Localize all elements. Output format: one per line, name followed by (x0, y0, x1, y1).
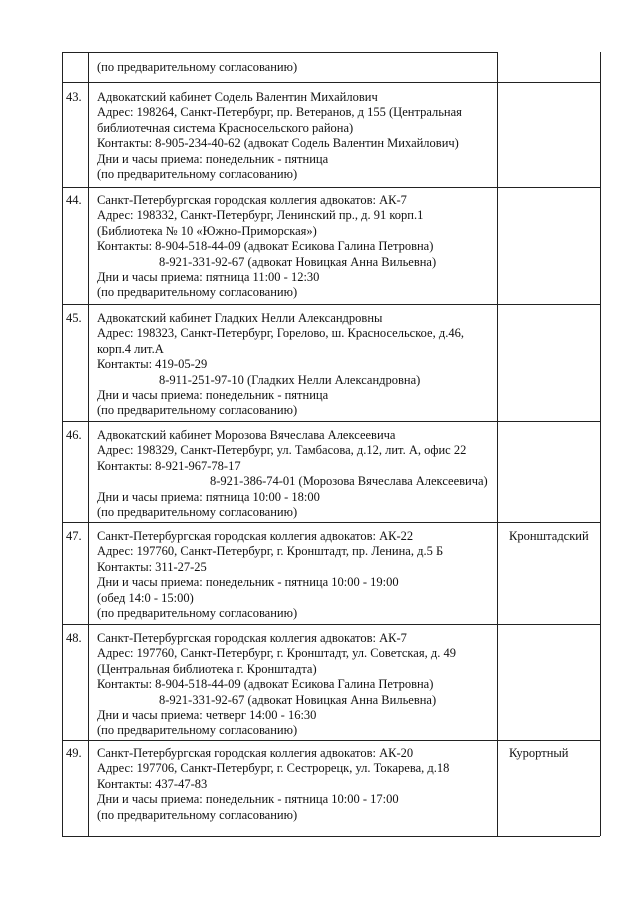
content-line: Контакты: 8-921-967-78-17 (97, 458, 241, 473)
content-line: Контакты: 8-904-518-44-09 (адвокат Есикова Галина Петровна) (97, 239, 434, 254)
row-separator (62, 421, 600, 422)
row-content (97, 746, 505, 823)
content-line: Санкт-Петербургская городская коллегия адвокатов: АК-22 (97, 529, 414, 543)
row-number: 45. (66, 311, 82, 325)
content-line: Адрес: 198329, Санкт-Петербург, ул. Тамбасова, д.12, лит. А, офис 22 (97, 443, 467, 458)
row-content (97, 428, 505, 520)
table-border-number-column (88, 52, 89, 836)
content-line: (по предварительному согласованию) (97, 605, 298, 620)
content-line: Адвокатский кабинет Гладких Нелли Александровны (97, 311, 383, 325)
row-separator (62, 82, 600, 83)
content-line: 8-911-251-97-10 (Гладких Нелли Александровна) (159, 372, 421, 387)
content-line: Адрес: 198264, Санкт-Петербург, пр. Ветеранов, д 155 (Центральная (97, 105, 462, 120)
content-line: Адрес: 197760, Санкт-Петербург, г. Кронштадт, ул. Советская, д. 49 (97, 646, 456, 661)
content-line: Адрес: 197760, Санкт-Петербург, г. Кронштадт, пр. Ленина, д.5 Б (97, 544, 444, 559)
content-line: (по предварительному согласованию) (97, 723, 298, 738)
content-line: библиотечная система Красносельского района) (97, 120, 354, 135)
content-line: 8-921-331-92-67 (адвокат Новицкая Анна Вильевна) (159, 692, 437, 707)
row-separator (62, 740, 600, 741)
content-line: Адрес: 198323, Санкт-Петербург, Горелово, ш. Красносельское, д.46, (97, 326, 464, 341)
row-content (97, 529, 505, 621)
content-line: Адвокатский кабинет Морозова Вячеслава Алексеевича (97, 428, 396, 442)
row-separator (62, 187, 600, 188)
row-content (97, 631, 505, 739)
content-line: (по предварительному согласованию) (97, 807, 298, 822)
district-cell: Кронштадский (509, 529, 589, 543)
table-border-right (600, 52, 601, 836)
table-border-left (62, 52, 63, 836)
content-line: (по предварительному согласованию) (97, 60, 298, 74)
content-line: Санкт-Петербургская городская коллегия адвокатов: АК-20 (97, 746, 414, 760)
content-line: (по предварительному согласованию) (97, 403, 298, 418)
row-content (97, 60, 505, 75)
content-line: (по предварительному согласованию) (97, 504, 298, 519)
row-content (97, 193, 505, 301)
content-line: Контакты: 419-05-29 (97, 357, 208, 372)
content-line: (Центральная библиотека г. Кронштадта) (97, 661, 317, 676)
content-line: Дни и часы приема: понедельник - пятница 10:00 - 17:00 (97, 792, 399, 807)
row-number: 43. (66, 90, 82, 104)
content-line: Дни и часы приема: четверг 14:00 - 16:30 (97, 707, 317, 722)
row-number: 49. (66, 746, 82, 760)
district-cell: Курортный (509, 746, 569, 760)
content-line: Контакты: 8-904-518-44-09 (адвокат Есикова Галина Петровна) (97, 677, 434, 692)
content-line: Контакты: 437-47-83 (97, 776, 208, 791)
row-separator (62, 304, 600, 305)
content-line: Дни и часы приема: понедельник - пятница 10:00 - 19:00 (97, 575, 399, 590)
content-line: (по предварительному согласованию) (97, 166, 298, 181)
row-separator (62, 624, 600, 625)
content-line: Адрес: 198332, Санкт-Петербург, Ленинский пр., д. 91 корп.1 (97, 208, 424, 223)
content-line: Дни и часы приема: понедельник - пятница (97, 151, 329, 166)
row-content (97, 90, 505, 182)
content-line: Контакты: 311-27-25 (97, 559, 207, 574)
row-number: 44. (66, 193, 82, 207)
content-line: 8-921-331-92-67 (адвокат Новицкая Анна Вильевна) (159, 254, 437, 269)
content-line: Адвокатский кабинет Содель Валентин Михайлович (97, 90, 378, 104)
content-line: (по предварительному согласованию) (97, 285, 298, 300)
content-line: Санкт-Петербургская городская коллегия адвокатов: АК-7 (97, 193, 407, 207)
content-line: корп.4 лит.А (97, 341, 164, 356)
content-line: (обед 14:0 - 15:00) (97, 590, 194, 605)
content-line: Дни и часы приема: пятница 11:00 - 12:30 (97, 269, 320, 284)
content-line: Контакты: 8-905-234-40-62 (адвокат Содель Валентин Михайлович) (97, 136, 459, 151)
row-number: 46. (66, 428, 82, 442)
content-line: 8-921-386-74-01 (Морозова Вячеслава Алексеевича) (210, 474, 488, 489)
content-line: Дни и часы приема: понедельник - пятница (97, 387, 329, 402)
content-line: Дни и часы приема: пятница 10:00 - 18:00 (97, 489, 320, 504)
row-separator (62, 522, 600, 523)
row-separator (62, 52, 497, 53)
row-content (97, 311, 505, 419)
content-line: Санкт-Петербургская городская коллегия адвокатов: АК-7 (97, 631, 407, 645)
content-line: Адрес: 197706, Санкт-Петербург, г. Сестрорецк, ул. Токарева, д.18 (97, 761, 450, 776)
content-line: (Библиотека № 10 «Южно-Приморская») (97, 223, 317, 238)
row-number: 47. (66, 529, 82, 543)
row-number: 48. (66, 631, 82, 645)
table-border-bottom (62, 836, 600, 837)
